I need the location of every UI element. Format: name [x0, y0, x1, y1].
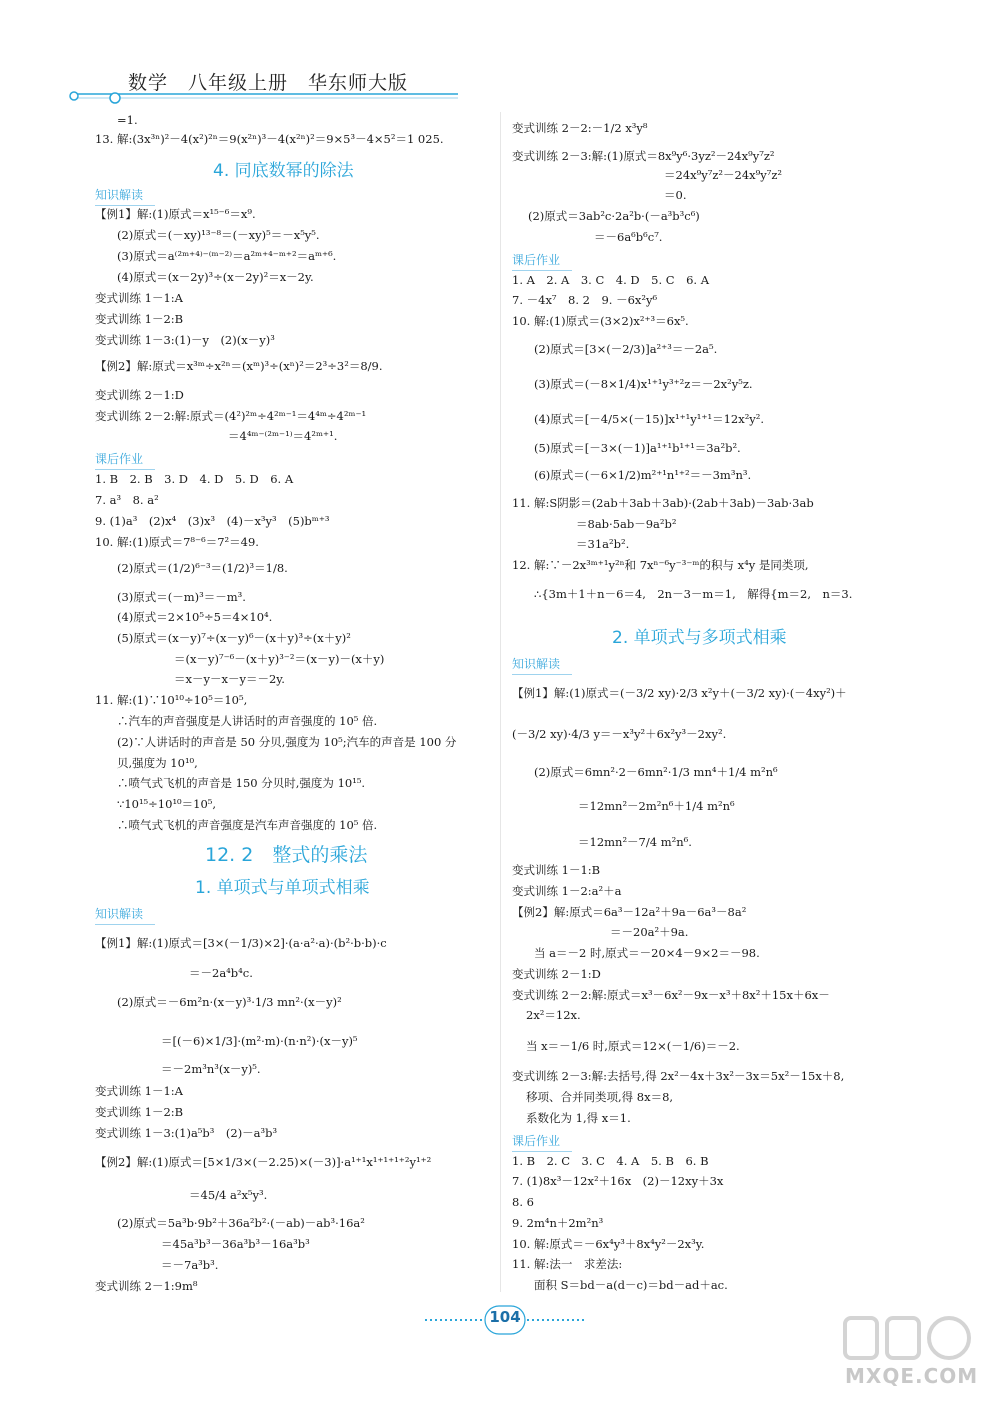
text-line: 【例2】解:原式＝6a³－12a²＋9a－6a³－8a² — [512, 905, 747, 919]
text-line: 变式训练 2－2:－1/2 x³y⁸ — [512, 121, 648, 135]
watermark-logo — [825, 1310, 985, 1390]
text-line: ＝24x⁹y⁷z²－24x⁹y⁷z² — [664, 168, 783, 182]
text-line: 变式训练 1－2:a²＋a — [512, 884, 622, 898]
text-line: (3)原式＝(－m)³＝－m³. — [117, 590, 246, 604]
text-line: ＝4⁴ᵐ⁻⁽²ᵐ⁻¹⁾＝4²ᵐ⁺¹. — [228, 429, 338, 443]
book-title: 数学 八年级上册 华东师大版 — [128, 72, 409, 94]
watermark-text: MXQE.COM — [845, 1364, 979, 1388]
text-line: 7. (1)8x³－12x²＋16x (2)－12xy＋3x — [512, 1174, 724, 1188]
text-line: (4)原式＝[－4/5×(－15)]x¹⁺¹y¹⁺¹＝12x²y². — [534, 412, 765, 426]
text-line: 变式训练 1－2:B — [95, 1105, 184, 1119]
text-line: (4)原式＝2×10⁵÷5＝4×10⁴. — [117, 610, 273, 624]
text-line: (2)原式＝(－xy)¹³⁻⁸＝(－xy)⁵＝－x⁵y⁵. — [117, 228, 320, 242]
text-line: 1. B 2. B 3. D 4. D 5. D 6. A — [95, 472, 294, 486]
text-line: 变式训练 2－1:9m⁸ — [95, 1279, 198, 1293]
text-line: (2)原式＝－6m²n·(x－y)³·1/3 mn²·(x－y)² — [117, 995, 342, 1009]
text-line: (2)原式＝(1/2)⁶⁻³＝(1/2)³＝1/8. — [117, 561, 288, 575]
text-line: 变式训练 1－2:B — [95, 312, 184, 326]
text-line: 8. 6 — [512, 1195, 534, 1209]
text-line: ∴{3m＋1＋n－6＝4, 2n－3－m＝1, 解得{m＝2, n＝3. — [534, 587, 853, 601]
text-line: (2)原式＝3ab²c·2a²b·(－a³b³c⁶) — [528, 209, 700, 223]
text-line: (5)原式＝(x－y)⁷÷(x－y)⁶－(x＋y)³÷(x＋y)² — [117, 631, 351, 645]
text-line: ＝45a³b³－36a³b³－16a³b³ — [161, 1237, 310, 1251]
page-header — [68, 62, 458, 112]
text-line: ＝－2a⁴b⁴c. — [189, 966, 253, 980]
subsection-label: 课后作业 — [95, 450, 155, 470]
text-line: 移项、合并同类项,得 8x＝8, — [526, 1090, 674, 1104]
subsection-label: 课后作业 — [512, 251, 572, 271]
text-line: =1. — [117, 113, 138, 127]
section-title: 1. 单项式与单项式相乘 — [195, 878, 370, 898]
text-line: ∴喷气式飞机的声音是 150 分贝时,强度为 10¹⁵. — [117, 776, 366, 790]
text-line: 9. 2m⁴n＋2m²n³ — [512, 1216, 604, 1230]
text-line: (6)原式＝(－6×1/2)m²⁺¹n¹⁺²＝－3m³n³. — [534, 468, 752, 482]
text-line: 10. 解:原式＝－6x⁴y³＋8x⁴y²－2x³y. — [512, 1237, 705, 1251]
text-line: ＝31a²b². — [576, 537, 630, 551]
text-line: 1. A 2. A 3. C 4. D 5. C 6. A — [512, 273, 709, 287]
text-line: 9. (1)a³ (2)x⁴ (3)x³ (4)－x³y³ (5)bᵐ⁺³ — [95, 514, 330, 528]
text-line: 变式训练 2－2:解:原式＝(4²)²ᵐ÷4²ᵐ⁻¹＝4⁴ᵐ÷4²ᵐ⁻¹ — [95, 409, 367, 423]
text-line: ＝－20a²＋9a. — [610, 925, 689, 939]
text-line: ＝x－y－x－y＝－2y. — [174, 672, 285, 686]
text-line: 【例1】解:(1)原式＝x¹⁵⁻⁶＝x⁹. — [95, 207, 256, 221]
text-line: 变式训练 1－3:(1)a⁵b³ (2)－a³b³ — [95, 1126, 278, 1140]
text-line: 贝,强度为 10¹⁰, — [117, 756, 198, 770]
text-line: (2)原式＝[3×(－2/3)]a²⁺³＝－2a⁵. — [534, 342, 718, 356]
text-line: ＝0. — [664, 188, 687, 202]
text-line: 变式训练 2－1:D — [95, 388, 184, 402]
section-title: 4. 同底数幂的除法 — [213, 161, 354, 181]
text-line: 【例2】解:(1)原式＝[5×1/3×(－2.25)×(－3)]·a¹⁺¹x¹⁺¹⁺¹⁺²y¹⁺² — [95, 1155, 432, 1169]
page-number: 104 — [489, 1308, 521, 1326]
text-line: 【例2】解:原式＝x³ᵐ÷x²ⁿ＝(xᵐ)³÷(xⁿ)²＝2³÷3²＝8/9. — [95, 359, 383, 373]
text-line: 面积 S＝bd－a(d－c)＝bd－ad＋ac. — [534, 1278, 728, 1292]
text-line: 12. 解:∵－2x³ᵐ⁺¹y²ⁿ和 7xⁿ⁻⁶y⁻³⁻ᵐ的积与 x⁴y 是同类项, — [512, 558, 809, 572]
text-line: 变式训练 1－1:A — [95, 1084, 183, 1098]
text-line: (2)原式＝5a³b·9b²＋36a²b²·(－ab)－ab³·16a² — [117, 1216, 365, 1230]
text-line: 7. a³ 8. a² — [95, 493, 159, 507]
text-line: 10. 解:(1)原式＝7⁸⁻⁶＝7²＝49. — [95, 535, 259, 549]
text-line: 【例1】解:(1)原式＝[3×(－1/3)×2]·(a·a²·a)·(b²·b·b)·c — [95, 936, 387, 950]
text-line: 系数化为 1,得 x＝1. — [526, 1111, 631, 1125]
text-line: ∵10¹⁵÷10¹⁰＝10⁵, — [117, 797, 217, 811]
text-line: (4)原式＝(x－2y)³÷(x－2y)²＝x－2y. — [117, 270, 314, 284]
text-line: ＝(x－y)⁷⁻⁶－(x＋y)³⁻²＝(x－y)－(x＋y) — [174, 652, 385, 666]
text-line: ∴喷气式飞机的声音强度是汽车声音强度的 10⁵ 倍. — [117, 818, 378, 832]
text-line: ＝－2m³n³(x－y)⁵. — [161, 1062, 261, 1076]
text-line: ＝8ab·5ab－9a²b² — [576, 517, 677, 531]
subsection-label: 知识解读 — [95, 186, 155, 206]
text-line: 变式训练 2－3:解:(1)原式＝8x⁹y⁶·3yz²－24x⁹y⁷z² — [512, 149, 775, 163]
text-line: ＝12mn²－7/4 m²n⁶. — [578, 835, 692, 849]
text-line: 2x²＝12x. — [526, 1008, 581, 1022]
text-line: (2)∵人讲话时的声音是 50 分贝,强度为 10⁵;汽车的声音是 100 分 — [117, 735, 457, 749]
text-line: ＝12mn²－2m²n⁶＋1/4 m²n⁶ — [578, 799, 735, 813]
text-line: 13. 解:(3x³ⁿ)²－4(x²)²ⁿ＝9(x²ⁿ)³－4(x²ⁿ)²＝9×5³－4×5²＝1 025. — [95, 132, 444, 146]
text-line: 变式训练 1－3:(1)－y (2)(x－y)³ — [95, 333, 275, 347]
text-line: 11. 解:法一 求差法: — [512, 1257, 623, 1271]
text-line: 11. 解:(1)∵10¹⁰÷10⁵＝10⁵, — [95, 693, 248, 707]
text-line: 变式训练 2－2:解:原式＝x³－6x²－9x－x³＋8x²＋15x＋6x－ — [512, 988, 830, 1002]
text-line: 变式训练 1－1:A — [95, 291, 183, 305]
text-line: 变式训练 2－3:解:去括号,得 2x²－4x＋3x²－3x＝5x²－15x＋8, — [512, 1069, 845, 1083]
text-line: ＝45/4 a²x⁵y³. — [189, 1188, 268, 1202]
subsection-label: 课后作业 — [512, 1132, 572, 1152]
page-footer — [425, 1300, 585, 1340]
text-line: 当 a＝－2 时,原式＝－20×4－9×2＝－98. — [534, 946, 760, 960]
text-line: 1. B 2. C 3. C 4. A 5. B 6. B — [512, 1154, 709, 1168]
text-line: 变式训练 2－1:D — [512, 967, 601, 981]
text-line: 【例1】解:(1)原式＝(－3/2 xy)·2/3 x²y＋(－3/2 xy)·(－4xy²)＋ — [512, 686, 847, 700]
watermark-emblem-icon — [825, 1310, 985, 1366]
text-line: ＝[(－6)×1/3]·(m²·m)·(n·n²)·(x－y)⁵ — [161, 1034, 358, 1048]
column-divider — [500, 112, 501, 1292]
chapter-title: 12. 2 整式的乘法 — [205, 844, 368, 866]
text-line: (5)原式＝[－3×(－1)]a¹⁺¹b¹⁺¹＝3a²b². — [534, 441, 741, 455]
text-line: (3)原式＝(－8×1/4)x¹⁺¹y³⁺²z＝－2x²y⁵z. — [534, 377, 753, 391]
section-title: 2. 单项式与多项式相乘 — [612, 628, 787, 648]
text-line: ∴汽车的声音强度是人讲话时的声音强度的 10⁵ 倍. — [117, 714, 378, 728]
text-line: 变式训练 1－1:B — [512, 863, 601, 877]
text-line: 10. 解:(1)原式＝(3×2)x²⁺³＝6x⁵. — [512, 314, 689, 328]
text-line: (3)原式＝a⁽²ᵐ⁺⁴⁾⁻⁽ᵐ⁻²⁾＝a²ᵐ⁺⁴⁻ᵐ⁺²＝aᵐ⁺⁶. — [117, 249, 337, 263]
text-line: 当 x＝－1/6 时,原式＝12×(－1/6)＝－2. — [526, 1039, 740, 1053]
text-line: 11. 解:S阴影＝(2ab＋3ab＋3ab)·(2ab＋3ab)－3ab·3ab — [512, 496, 814, 510]
text-line: (－3/2 xy)·4/3 y＝－x³y²＋6x²y³－2xy². — [512, 727, 727, 741]
text-line: ＝－6a⁶b⁶c⁷. — [594, 230, 663, 244]
subsection-label: 知识解读 — [95, 905, 155, 925]
text-line: 7. －4x⁷ 8. 2 9. －6x²y⁶ — [512, 293, 658, 307]
text-line: (2)原式＝6mn²·2－6mn²·1/3 mn⁴＋1/4 m²n⁶ — [534, 765, 778, 779]
subsection-label: 知识解读 — [512, 655, 572, 675]
text-line: ＝－7a³b³. — [161, 1258, 219, 1272]
